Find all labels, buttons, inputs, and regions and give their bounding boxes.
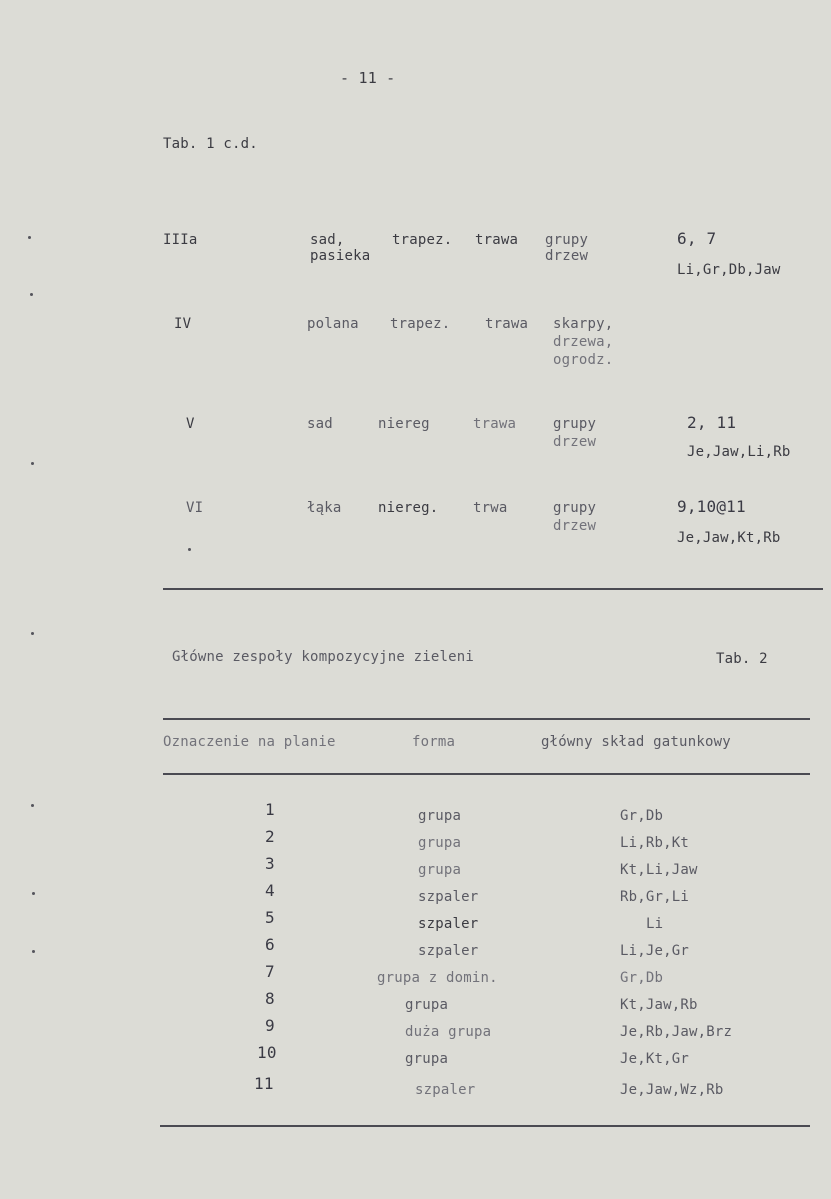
row-species: Li,Rb,Kt: [620, 835, 690, 851]
row-form: duża grupa: [405, 1024, 492, 1040]
page-number: - 11 -: [340, 69, 396, 87]
margin-speck: [30, 293, 33, 296]
row-species: Je,Kt,Gr: [620, 1051, 690, 1067]
cover: trwa: [473, 500, 508, 516]
land-use: sad,: [310, 232, 345, 248]
row-id: IV: [174, 316, 192, 332]
row-id: V: [186, 416, 195, 432]
cover: trawa: [475, 232, 519, 248]
feature-3: ogrodz.: [553, 352, 614, 368]
row-form: grupa: [418, 835, 462, 851]
groups: 2, 11: [687, 413, 737, 432]
shape: trapez.: [392, 232, 453, 248]
cover: trawa: [473, 416, 517, 432]
row-species: Je,Rb,Jaw,Brz: [620, 1024, 733, 1040]
feature-2: drzew: [545, 248, 589, 264]
table2-label: Tab. 2: [716, 651, 768, 667]
row-form: grupa: [405, 1051, 449, 1067]
row-number: 8: [265, 989, 275, 1008]
row-number: 11: [254, 1074, 274, 1093]
row-number: 9: [265, 1016, 275, 1035]
margin-speck: [32, 950, 35, 953]
feature-2: drzewa,: [553, 334, 614, 350]
row-form: grupa: [405, 997, 449, 1013]
row-number: 10: [257, 1043, 277, 1062]
table1-bottom-rule: [163, 588, 823, 590]
row-form: grupa: [418, 862, 462, 878]
row-species: Kt,Jaw,Rb: [620, 997, 698, 1013]
row-number: 2: [265, 827, 275, 846]
row-species: Je,Jaw,Wz,Rb: [620, 1082, 724, 1098]
land-use-2: pasieka: [310, 248, 371, 264]
row-number: 4: [265, 881, 275, 900]
feature: grupy: [553, 416, 597, 432]
table2-top-rule: [163, 718, 810, 720]
row-species: Li: [646, 916, 664, 932]
feature-2: drzew: [553, 434, 597, 450]
species: Li,Gr,Db,Jaw: [677, 262, 781, 278]
land-use: polana: [307, 316, 359, 332]
land-use: łąka: [307, 500, 342, 516]
header-species: główny skład gatunkowy: [541, 734, 731, 750]
table-speck: [188, 548, 191, 551]
margin-speck: [32, 892, 35, 895]
cover: trawa: [485, 316, 529, 332]
row-form: szpaler: [418, 943, 479, 959]
row-form: grupa: [418, 808, 462, 824]
row-number: 7: [265, 962, 275, 981]
row-species: Rb,Gr,Li: [620, 889, 690, 905]
land-use: sad: [307, 416, 333, 432]
row-id: IIIa: [163, 232, 198, 248]
row-number: 1: [265, 800, 275, 819]
row-form: szpaler: [418, 889, 479, 905]
feature: grupy: [545, 232, 589, 248]
table1-caption: Tab. 1 c.d.: [163, 136, 258, 152]
groups: 9,10@11: [677, 497, 746, 516]
margin-speck: [31, 632, 34, 635]
row-number: 3: [265, 854, 275, 873]
shape: niereg: [378, 416, 430, 432]
species: Je,Jaw,Kt,Rb: [677, 530, 781, 546]
species: Je,Jaw,Li,Rb: [687, 444, 791, 460]
margin-speck: [31, 804, 34, 807]
row-number: 5: [265, 908, 275, 927]
table2-bottom-rule: [160, 1125, 810, 1127]
shape: niereg.: [378, 500, 439, 516]
row-form: szpaler: [415, 1082, 476, 1098]
table2-title: Główne zespoły kompozycyjne zieleni: [172, 649, 475, 665]
row-species: Kt,Li,Jaw: [620, 862, 698, 878]
table2-header-rule: [163, 773, 810, 775]
shape: trapez.: [390, 316, 451, 332]
groups: 6, 7: [677, 229, 717, 248]
feature: grupy: [553, 500, 597, 516]
row-form: szpaler: [418, 916, 479, 932]
margin-speck: [28, 236, 31, 239]
margin-speck: [31, 462, 34, 465]
row-id: VI: [186, 500, 204, 516]
feature: skarpy,: [553, 316, 614, 332]
row-number: 6: [265, 935, 275, 954]
header-marking: Oznaczenie na planie: [163, 734, 336, 750]
row-species: Gr,Db: [620, 808, 664, 824]
row-species: Gr,Db: [620, 970, 664, 986]
feature-2: drzew: [553, 518, 597, 534]
header-form: forma: [412, 734, 456, 750]
row-species: Li,Je,Gr: [620, 943, 690, 959]
row-form: grupa z domin.: [377, 970, 498, 986]
